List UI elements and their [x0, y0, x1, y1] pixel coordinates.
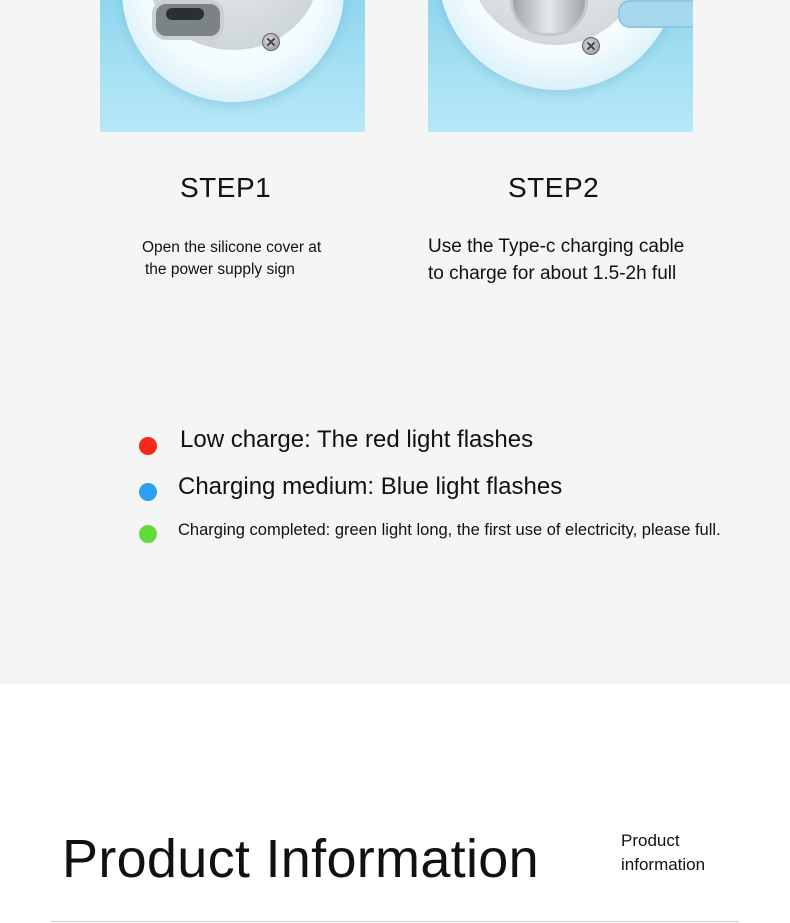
step1-description-line: the power supply sign [145, 261, 295, 278]
usb-slot-icon [166, 8, 204, 20]
usb-port-icon [152, 0, 224, 40]
step2-description [428, 233, 728, 287]
step2-photo [428, 0, 693, 132]
product-information-heading: Product Information [62, 829, 539, 889]
red-light-dot-icon [139, 437, 157, 455]
blue-light-dot-icon [139, 483, 157, 501]
step2-title: STEP2 [508, 172, 600, 203]
subtitle-line: information [621, 855, 706, 874]
divider [51, 921, 739, 922]
charging-completed-text: Charging completed: green light long, the first use of electricity, please full. [178, 521, 721, 539]
screw-icon [262, 33, 280, 51]
step1-photo [100, 0, 365, 132]
step1-description-line: Open the silicone cover at [142, 239, 322, 256]
screw-icon [582, 37, 600, 55]
product-information-subtitle [621, 829, 705, 877]
cable-icon [618, 0, 693, 28]
step1-title: STEP1 [180, 172, 272, 203]
charging-medium-text: Charging medium: Blue light flashes [178, 473, 563, 500]
low-charge-text: Low charge: The red light flashes [180, 426, 534, 453]
step2-description-line: to charge for about 1.5-2h full [428, 263, 677, 284]
subtitle-line: Product [621, 831, 680, 850]
green-light-dot-icon [139, 525, 157, 543]
step1-description [142, 237, 352, 281]
step2-description-line: Use the Type-c charging cable [428, 236, 685, 257]
